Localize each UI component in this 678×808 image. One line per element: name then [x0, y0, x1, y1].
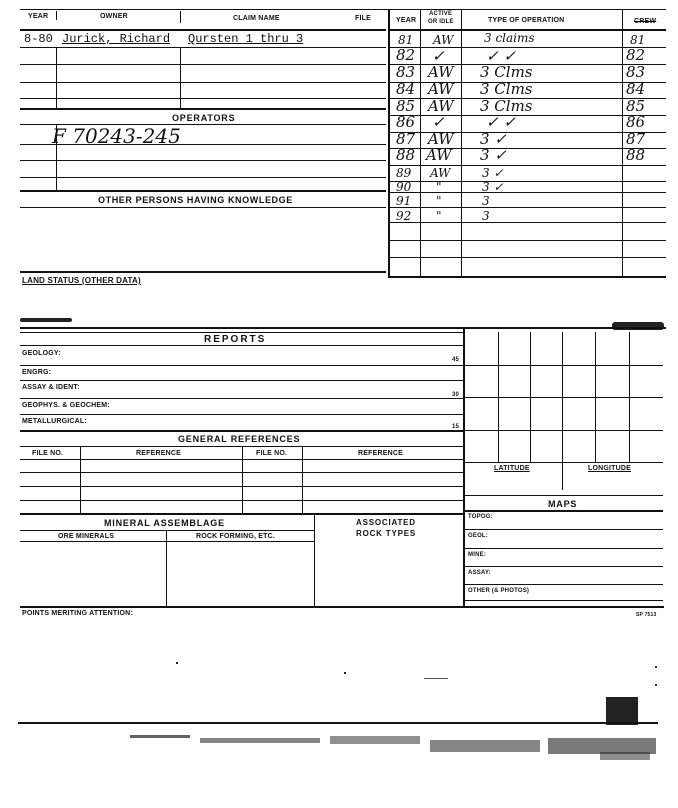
row-operation: 3 Clms [480, 80, 533, 98]
row-year: 92 [396, 209, 412, 223]
row-operation: 3 ✓ [482, 166, 504, 180]
operators-label: OPERATORS [172, 113, 236, 123]
points-meriting-attention-label: POINTS MERITING ATTENTION: [22, 610, 133, 617]
row-status: AW [433, 33, 454, 47]
row-status: " [436, 209, 442, 223]
num-45: 45 [452, 357, 460, 363]
row-operation: 3 Clms [480, 63, 533, 81]
row-status: AW [430, 166, 451, 180]
row-year: 85 [396, 97, 416, 115]
file-no-1: FILE NO. [32, 450, 64, 457]
row-operation: 3 claims [484, 31, 535, 45]
header-type-of-operation: TYPE OF OPERATION [488, 17, 565, 24]
engrg-label: ENGRG: [22, 369, 52, 376]
row-year: 83 [396, 63, 416, 81]
row-crew: 88 [626, 146, 646, 164]
row-year: 89 [396, 166, 412, 180]
row-year: 82 [396, 46, 416, 64]
num-15: 15 [452, 424, 460, 430]
mine-label: MINE: [468, 552, 486, 558]
row-crew: 87 [626, 130, 646, 148]
row-operation: ✓ ✓ [486, 47, 516, 65]
assay-label: ASSAY & IDENT: [22, 384, 80, 391]
row-operation: 3 [482, 194, 490, 208]
geophys-label: GEOPHYS. & GEOCHEM: [22, 402, 110, 409]
other-photos-label: OTHER (& PHOTOS) [468, 588, 530, 594]
row-year: 90 [396, 180, 412, 194]
associated-label: ASSOCIATED [356, 518, 416, 527]
reports-title: REPORTS [204, 334, 267, 345]
reference-1: REFERENCE [136, 450, 181, 457]
header-active: ACTIVE [429, 11, 453, 17]
header-crew: CREW [634, 18, 657, 25]
row-status: AW [426, 146, 452, 164]
other-persons-label: OTHER PERSONS HAVING KNOWLEDGE [98, 195, 293, 205]
row-status: AW [428, 63, 454, 81]
header-or-idle: OR IDLE [428, 19, 454, 25]
entry-claim-name: Qursten 1 thru 3 [188, 32, 304, 46]
row-status: ✓ [432, 113, 445, 131]
latitude-label: LATITUDE [494, 465, 530, 472]
row-crew: 81 [630, 33, 646, 47]
form-number: SP 7513 [636, 612, 657, 618]
row-crew: 83 [626, 63, 646, 81]
reference-2: REFERENCE [358, 450, 403, 457]
rock-types-label: ROCK TYPES [356, 529, 417, 538]
row-year: 88 [396, 146, 416, 164]
row-operation: 3 ✓ [482, 180, 504, 194]
row-operation: 3 Clms [480, 97, 533, 115]
row-year: 81 [398, 33, 414, 47]
row-year: 87 [396, 130, 416, 148]
row-status: AW [428, 80, 454, 98]
maps-title: MAPS [548, 499, 578, 509]
row-status: AW [428, 130, 454, 148]
header-owner: OWNER [100, 13, 128, 20]
geology-label: GEOLOGY: [22, 350, 61, 357]
header-file: FILE [355, 15, 371, 22]
topog-label: TOPOG: [468, 514, 493, 520]
row-status: " [436, 194, 442, 208]
scan-mark-left [20, 318, 72, 322]
row-crew: 86 [626, 113, 646, 131]
operators-value: F 70243-245 [52, 124, 181, 148]
header-year-2: YEAR [396, 17, 417, 24]
row-operation: 3 ✓ [480, 146, 507, 164]
file-no-2: FILE NO. [256, 450, 288, 457]
num-30: 30 [452, 392, 460, 398]
row-crew: 82 [626, 46, 646, 64]
entry-year: 8-80 [24, 32, 53, 46]
row-crew: 85 [626, 97, 646, 115]
row-year: 86 [396, 113, 416, 131]
row-status: " [436, 180, 442, 194]
entry-owner: Jurick, Richard [62, 32, 171, 46]
assay-map-label: ASSAY: [468, 570, 491, 576]
header-year: YEAR [28, 13, 49, 20]
longitude-label: LONGITUDE [588, 465, 632, 472]
row-crew: 84 [626, 80, 646, 98]
ore-minerals-label: ORE MINERALS [58, 533, 115, 540]
metallurgical-label: METALLURGICAL: [22, 418, 87, 425]
row-year: 84 [396, 80, 416, 98]
row-status: ✓ [432, 47, 445, 65]
row-operation: ✓ ✓ [486, 113, 516, 131]
header-claim-name: CLAIM NAME [233, 15, 280, 22]
land-status-label: LAND STATUS (OTHER DATA) [22, 276, 141, 285]
mineral-assemblage-title: MINERAL ASSEMBLAGE [104, 518, 225, 528]
row-operation: 3 ✓ [480, 130, 507, 148]
row-status: AW [428, 97, 454, 115]
geol-label: GEOL: [468, 533, 488, 539]
row-year: 91 [396, 194, 412, 208]
general-references-title: GENERAL REFERENCES [178, 434, 301, 444]
rock-forming-label: ROCK FORMING, ETC. [196, 533, 276, 540]
row-operation: 3 [482, 209, 490, 223]
